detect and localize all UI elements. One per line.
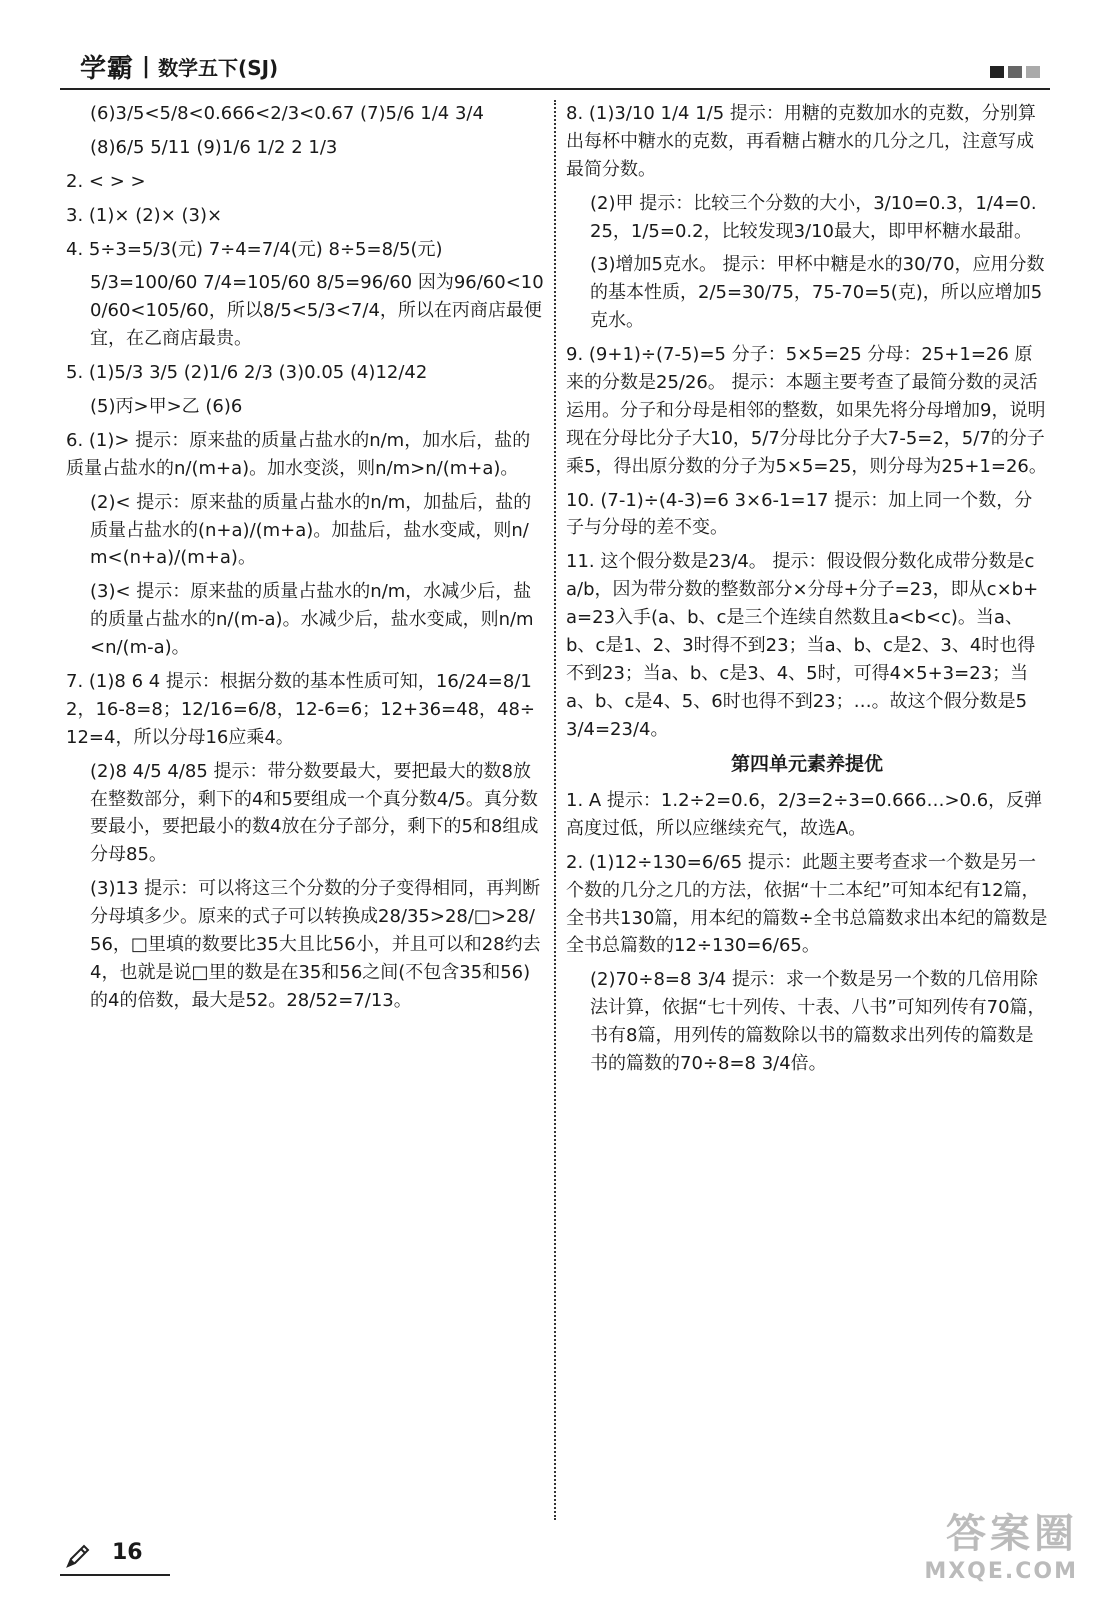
answer-line: 1. A 提示：1.2÷2=0.6，2/3=2÷3=0.666…>0.6，反弹高度过低，所以应继续充气，故选A。	[566, 790, 1043, 839]
brand-logo: 学霸	[80, 54, 135, 84]
page-footer	[60, 1540, 170, 1576]
answer-line: (6)3/5<5/8<0.666<2/3<0.67 (7)5/6 1/4 3/4	[90, 103, 484, 124]
answer-line: 11. 这个假分数是23/4。 提示：假设假分数化成带分数是c a/b，因为带分数的整数部分×分母+分子=23，即从c×b+a=23入手(a、b、c是三个连续自然数且a<b<c)。当a、b、c是1、2、3时得不到23；当a、b、c是2、3、4时也得不到23；当a、b、c是3、4、5时，可得4×5+3=23；当a、b、c是4、5、6时也得不到23；…。故这个假分数是5 3/4=23/4。	[566, 551, 1039, 740]
answer-line: (2)8 4/5 4/85 提示：带分数要最大，要把最大的数8放在整数部分，剩下的4和5要组成一个真分数4/5。真分数要最小，要把最小的数4放在分子部分，剩下的5和8组成分母85。	[90, 760, 539, 866]
answer-line: 8. (1)3/10 1/4 1/5 提示：用糖的克数加水的克数，分别算出每杯中糖水的克数，再看糖占糖水的几分之几，注意写成最简分数。	[566, 103, 1036, 180]
square-mid	[1008, 66, 1022, 78]
header-separator: |	[142, 54, 151, 79]
watermark-url: MXQE.COM	[924, 1559, 1078, 1584]
answer-line: (2)70÷8=8 3/4 提示：求一个数是另一个数的几倍用除法计算，依据“七十列传、十表、八书”可知列传有70篇，书有8篇，用列传的篇数除以书的篇数求出列传的篇数是书的篇数的70÷8=8 3/4倍。	[590, 969, 1046, 1075]
right-column	[566, 100, 1048, 1084]
watermark	[924, 1502, 1078, 1584]
answer-line: 2. (1)12÷130=6/65 提示：此题主要考查求一个数是另一个数的几分之几的方法，依据“十二本纪”可知本纪有12篇，全书共130篇，用本纪的篇数÷全书总篇数求出本纪的篇数是全书总篇数的12÷130=6/65。	[566, 851, 1048, 957]
answer-line: (3)< 提示：原来盐的质量占盐水的n/m，水减少后，盐的质量占盐水的n/(m-a)。水减少后，盐水变咸，则n/m<n/(m-a)。	[90, 581, 534, 659]
answer-line: 5. (1)5/3 3/5 (2)1/6 2/3 (3)0.05 (4)12/42	[66, 362, 428, 384]
pencil-icon	[64, 1542, 92, 1570]
answer-line: (3)增加5克水。 提示：甲杯中糖是水的30/70，应用分数的基本性质，2/5=30/75，75-70=5(克)，所以应增加5克水。	[590, 254, 1045, 332]
logo-group	[80, 48, 278, 85]
page-header	[60, 40, 1050, 90]
square-light	[1026, 66, 1040, 78]
header-squares	[990, 66, 1040, 78]
left-column	[66, 100, 544, 1021]
answer-line: (8)6/5 5/11 (9)1/6 1/2 2 1/3	[90, 136, 338, 158]
answer-line: 5/3=100/60 7/4=105/60 8/5=96/60 因为96/60<100/60<105/60，所以8/5<5/3<7/4，所以在丙商店最便宜，在乙商店最贵。	[90, 272, 544, 350]
answer-line: 4. 5÷3=5/3(元) 7÷4=7/4(元) 8÷5=8/5(元)	[66, 238, 443, 260]
section-title: 第四单元素养提优	[730, 752, 883, 775]
watermark-text: 答案圈	[946, 1511, 1078, 1557]
square-dark	[990, 66, 1004, 78]
page-number: 16	[112, 1540, 143, 1565]
answer-line: 2. < > >	[66, 170, 146, 192]
answer-line: 3. (1)× (2)× (3)×	[66, 204, 223, 226]
answer-line: 7. (1)8 6 4 提示：根据分数的基本性质可知，16/24=8/12，16-8=8；12/16=6/8，12-6=6；12+36=48，48÷12=4，所以分母16应乘4。	[66, 671, 536, 748]
answer-line: (3)13 提示：可以将这三个分数的分子变得相同，再判断分母填多少。原来的式子可以转换成28/35>28/□>28/56，□里填的数要比35大且比56小，并且可以和28约去4，也就是说□里的数是在35和56之间(不包含35和56)的4的倍数，最大是52。28/52=7/13。	[90, 878, 541, 1011]
answer-line: 10. (7-1)÷(4-3)=6 3×6-1=17 提示：加上同一个数，分子与分母的差不变。	[566, 489, 1033, 539]
answer-line: 9. (9+1)÷(7-5)=5 分子：5×5=25 分母：25+1=26 原来的分数是25/26。 提示：本题主要考查了最简分数的灵活运用。分子和分母是相邻的整数，如果先将分母增加9，说明现在分母比分子大10，5/7分母比分子大7-5=2，5/7的分子乘5，得出原分数的分子为5×5=25，则分母为25+1=26。	[566, 344, 1047, 477]
answer-line: (2)甲 提示：比较三个分数的大小，3/10=0.3，1/4=0.25，1/5=0.2，比较发现3/10最大，即甲杯糖水最甜。	[590, 192, 1037, 242]
subject-title: 数学五下(SJ)	[158, 56, 279, 80]
column-divider	[554, 100, 556, 1520]
answer-line: (5)丙>甲>乙 (6)6	[90, 396, 243, 418]
answer-line: (2)< 提示：原来盐的质量占盐水的n/m，加盐后，盐的质量占盐水的(n+a)/(m+a)。加盐后，盐水变咸，则n/m<(n+a)/(m+a)。	[90, 491, 532, 569]
answer-line: 6. (1)> 提示：原来盐的质量占盐水的n/m，加水后，盐的质量占盐水的n/(m+a)。加水变淡，则n/m>n/(m+a)。	[66, 429, 531, 479]
